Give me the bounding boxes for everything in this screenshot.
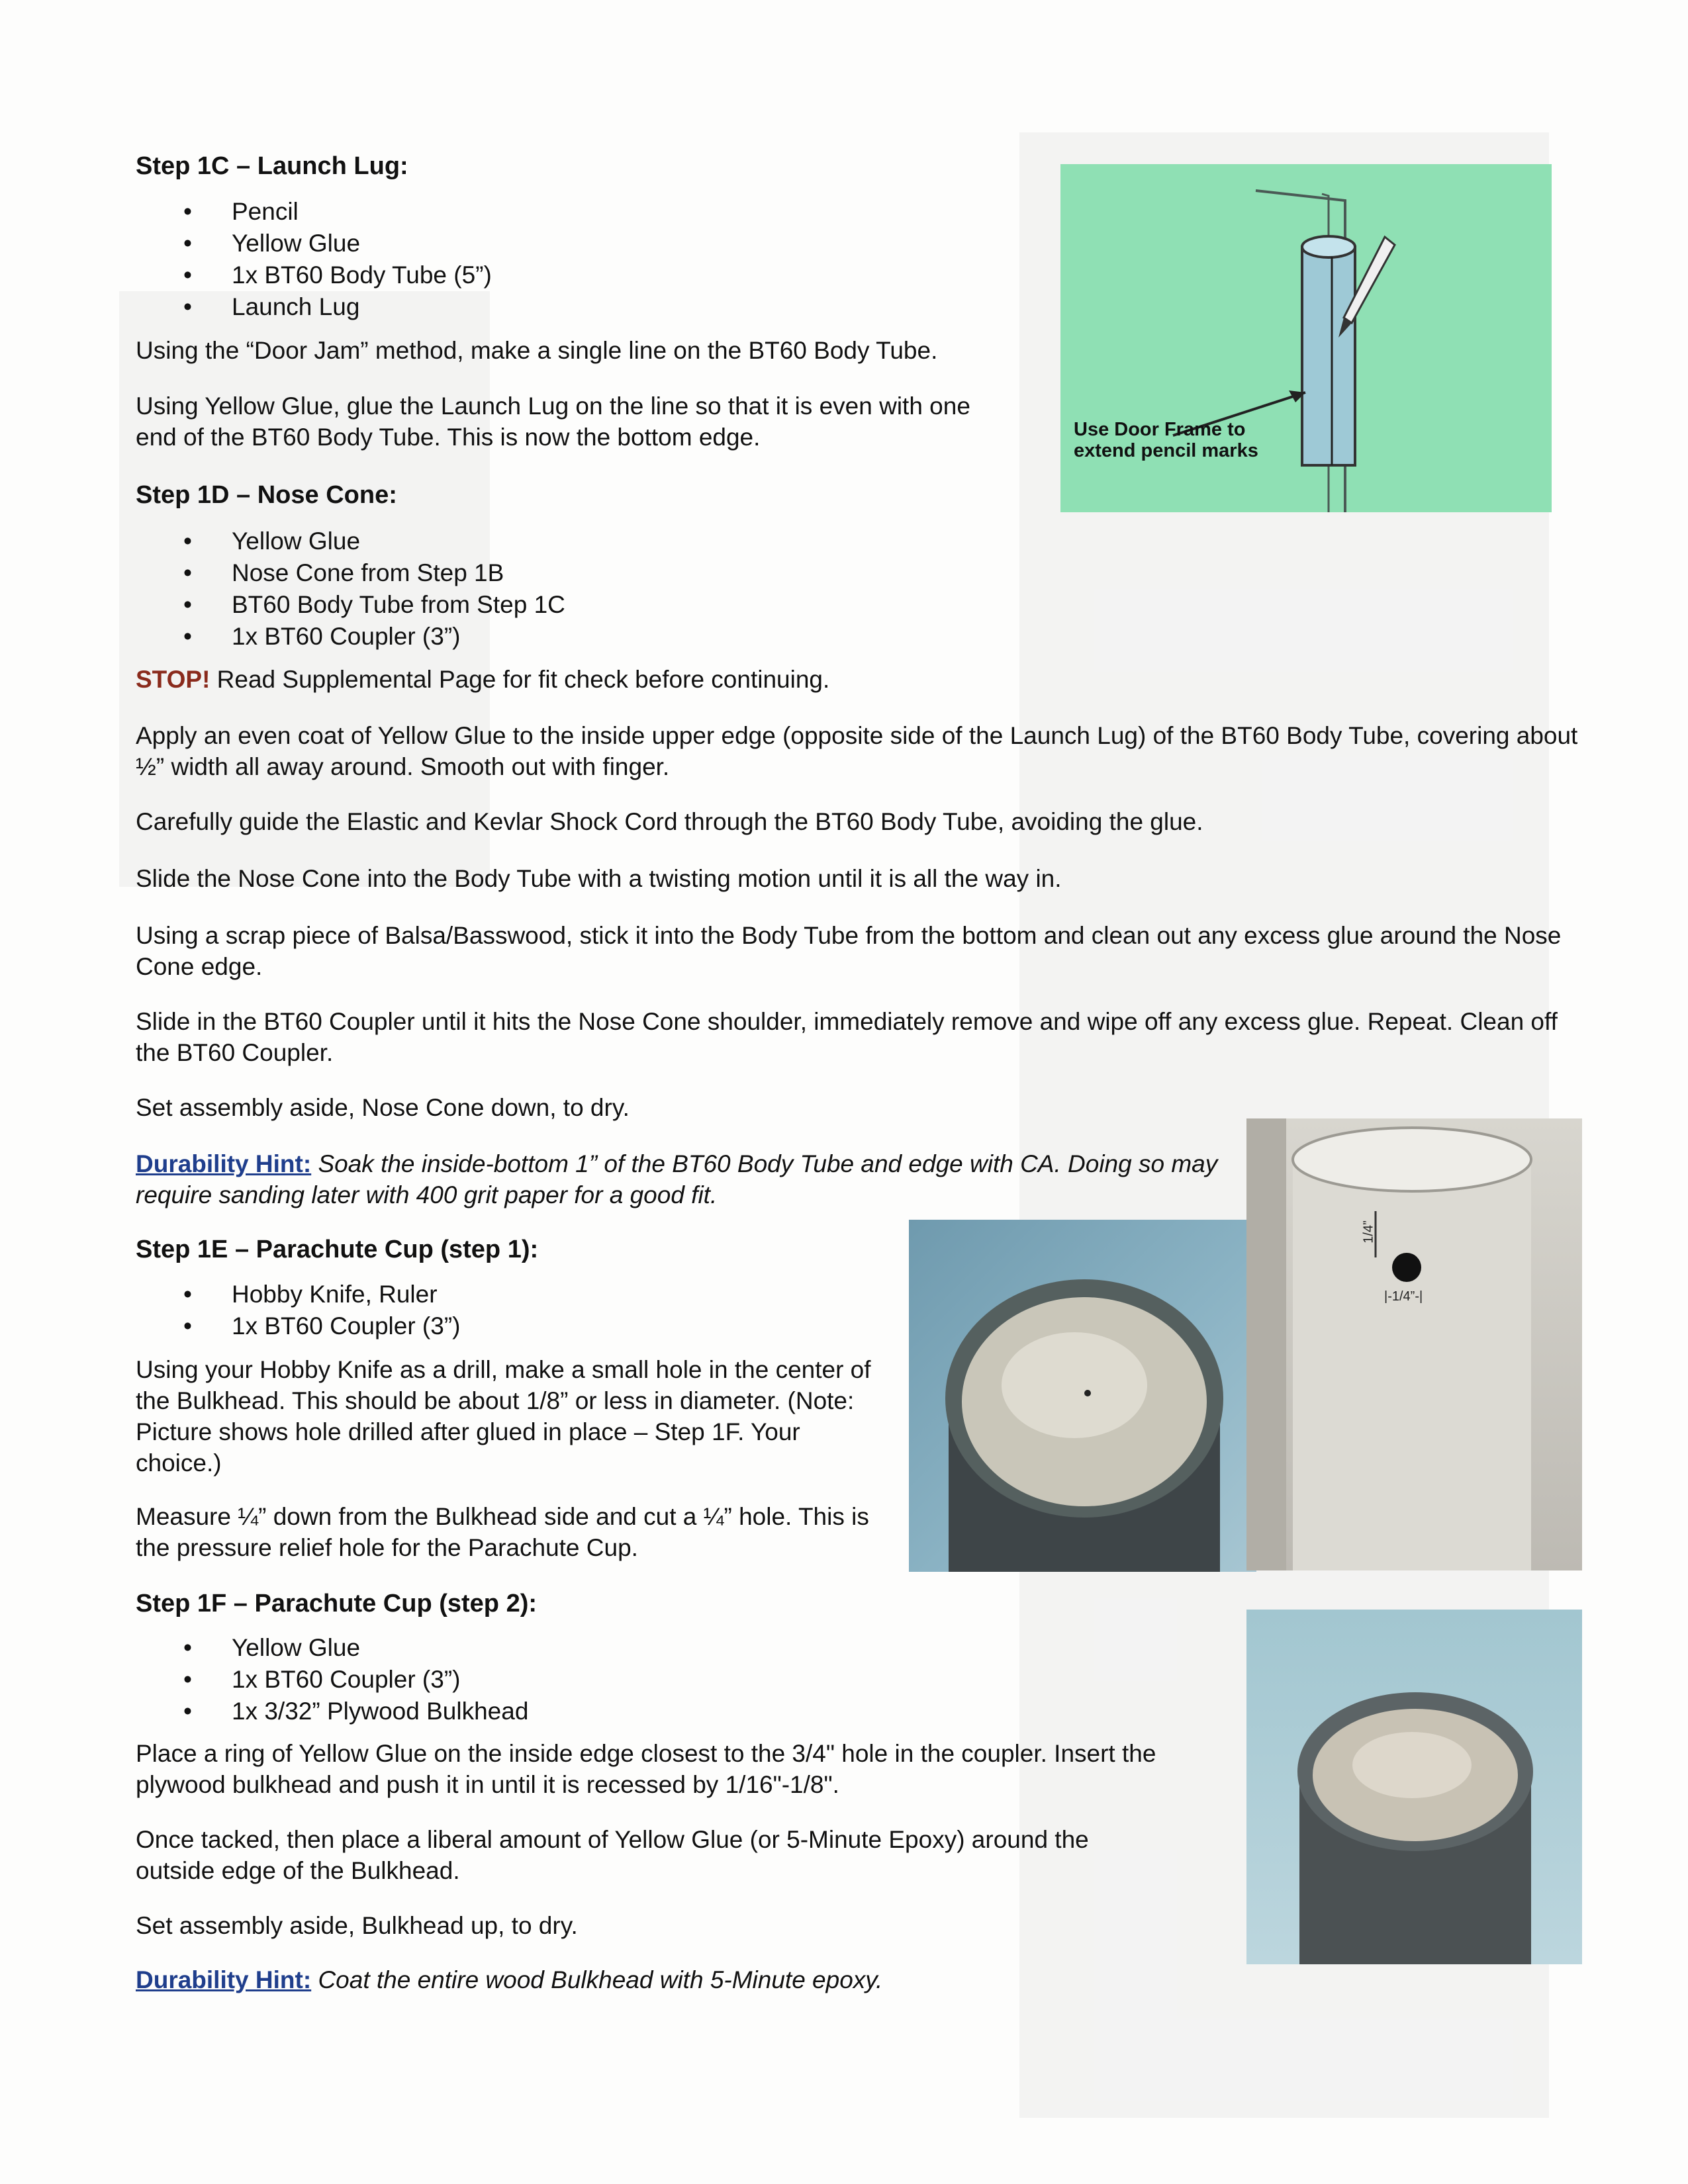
stop-text: Read Supplemental Page for fit check before continuing.: [210, 666, 830, 693]
step-1d-paragraph-4: Using a scrap piece of Balsa/Basswood, stick it into the Body Tube from the bottom and clean out any excess glue around the Nose Cone edge.: [136, 922, 1562, 980]
step-1c-heading: Step 1C – Launch Lug:: [136, 152, 408, 180]
dimension-label-horizontal: |-1/4”-|: [1384, 1289, 1423, 1304]
step-1f-durability-hint: [136, 1964, 1221, 1995]
list-item: • 1x BT60 Coupler (3”): [136, 621, 976, 653]
background-edge: [1246, 1118, 1286, 1570]
step-1c-paragraph-2: Using Yellow Glue, glue the Launch Lug on the line so that it is even with one end of the BT60 Body Tube. This is now the bottom edge.: [136, 392, 970, 451]
list-item: • Launch Lug: [136, 291, 976, 323]
door-frame-figure: [1060, 164, 1552, 512]
coupler-tube: [1293, 1158, 1531, 1570]
stop-label: STOP!: [136, 666, 211, 693]
step-1e-paragraph-1: Using your Hobby Knife as a drill, make a small hole in the center of the Bulkhead. This should be about 1/8” or less in diameter. (Note: Picture shows hole drilled after glued in place – Step 1F. Your choice.): [136, 1356, 871, 1477]
step-1d-materials-list: [136, 525, 976, 653]
list-item: • BT60 Body Tube from Step 1C: [136, 589, 976, 621]
step-1c-materials-list: [136, 196, 976, 323]
step-1d-paragraph-1: Apply an even coat of Yellow Glue to the inside upper edge (opposite side of the Launch Lug) of the BT60 Body Tube, covering about ½” width all away around. Smooth out with finger.: [136, 722, 1578, 780]
step-1f-paragraph-3: Set assembly aside, Bulkhead up, to dry.: [136, 1912, 578, 1939]
relief-hole: [1392, 1253, 1421, 1282]
list-item: • Pencil: [136, 196, 976, 228]
step-1f-paragraph-1: Place a ring of Yellow Glue on the inside edge closest to the 3/4" hole in the coupler. Insert the plywood bulkhead and push it in until it is recessed by 1/16"-1/8".: [136, 1740, 1156, 1798]
durability-hint-label: Durability Hint:: [136, 1966, 312, 1993]
step-1d-paragraph-5: Slide in the BT60 Coupler until it hits the Nose Cone shoulder, immediately remove and wipe off any excess glue. Repeat. Clean off the BT60 Coupler.: [136, 1008, 1558, 1066]
coupler-relief-hole-photo: [1246, 1118, 1582, 1570]
door-frame-caption: Use Door Frame to extend pencil marks: [1074, 419, 1258, 461]
step-1d-heading: Step 1D – Nose Cone:: [136, 481, 397, 509]
step-1d-paragraph-3: Slide the Nose Cone into the Body Tube with a twisting motion until it is all the way in.: [136, 865, 1062, 892]
step-1e-paragraph-2: Measure ¼” down from the Bulkhead side and cut a ¼” hole. This is the pressure relief hole for the Parachute Cup.: [136, 1503, 869, 1561]
glue-patch: [1002, 1332, 1147, 1438]
step-1f-heading: Step 1F – Parachute Cup (step 2):: [136, 1590, 538, 1617]
coupler-top-rim: [1293, 1128, 1531, 1191]
step-1f-materials-list: [136, 1632, 976, 1727]
step-1e-heading: Step 1E – Parachute Cup (step 1):: [136, 1236, 539, 1263]
glue-patch: [1352, 1732, 1472, 1798]
step-1d-durability-hint: [136, 1148, 1221, 1210]
drilled-hole: [1084, 1390, 1091, 1396]
list-item: • Yellow Glue: [136, 525, 976, 557]
durability-hint-label: Durability Hint:: [136, 1150, 312, 1177]
list-item: • 1x BT60 Coupler (3”): [136, 1664, 976, 1696]
list-item: • Hobby Knife, Ruler: [136, 1279, 976, 1310]
list-item: • Nose Cone from Step 1B: [136, 557, 976, 589]
stop-notice: [136, 664, 1592, 695]
bulkhead-recessed-photo: [1246, 1610, 1582, 1964]
durability-hint-text: Soak the inside-bottom 1” of the BT60 Body Tube and edge with CA. Doing so may require sanding later with 400 grit paper for a good fit.: [136, 1150, 1218, 1208]
list-item: • Yellow Glue: [136, 228, 976, 259]
step-1d-paragraph-6: Set assembly aside, Nose Cone down, to dry.: [136, 1094, 630, 1121]
list-item: • Yellow Glue: [136, 1632, 976, 1664]
durability-hint-text: Coat the entire wood Bulkhead with 5-Minute epoxy.: [311, 1966, 883, 1993]
list-item: • 1x 3/32” Plywood Bulkhead: [136, 1696, 976, 1727]
list-item: • 1x BT60 Coupler (3”): [136, 1310, 976, 1342]
step-1e-materials-list: [136, 1279, 976, 1342]
step-1d-paragraph-2: Carefully guide the Elastic and Kevlar Shock Cord through the BT60 Body Tube, avoiding the glue.: [136, 808, 1203, 835]
tube-top: [1302, 236, 1355, 257]
dimension-label-vertical: 1/4”: [1361, 1220, 1376, 1244]
bulkhead-photo: [909, 1220, 1256, 1572]
step-1f-paragraph-2: Once tacked, then place a liberal amount of Yellow Glue (or 5-Minute Epoxy) around the outside edge of the Bulkhead.: [136, 1826, 1089, 1884]
body-tube-shape: [1302, 247, 1355, 465]
list-item: • 1x BT60 Body Tube (5”): [136, 259, 976, 291]
step-1c-paragraph-1: Using the “Door Jam” method, make a single line on the BT60 Body Tube.: [136, 337, 938, 364]
